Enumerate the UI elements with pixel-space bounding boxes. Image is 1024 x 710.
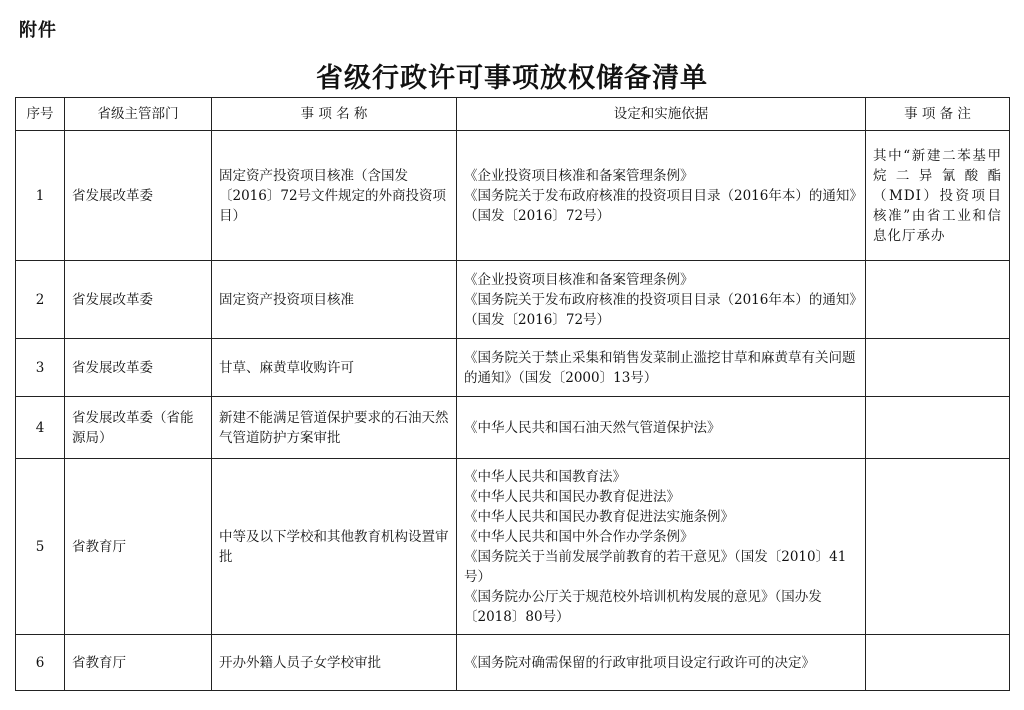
row-department: 省发展改革委	[65, 261, 212, 339]
row-item-name: 固定资产投资项目核准	[212, 261, 457, 339]
row-department: 省发展改革委	[65, 131, 212, 261]
header-basis: 设定和实施依据	[457, 98, 866, 131]
row-index: 6	[16, 635, 65, 691]
basis-line: 《国务院办公厅关于规范校外培训机构发展的意见》（国办发〔2018〕80号）	[464, 588, 822, 625]
basis-line: 《国务院关于发布政府核准的投资项目目录（2016年本）的通知》（国发〔2016〕72号）	[464, 187, 857, 224]
header-department: 省级主管部门	[65, 98, 212, 131]
row-item-name: 新建不能满足管道保护要求的石油天然气管道防护方案审批	[212, 397, 457, 459]
row-basis	[457, 131, 866, 261]
row-remarks	[866, 635, 1010, 691]
row-basis	[457, 459, 866, 635]
row-index: 1	[16, 131, 65, 261]
header-item-name: 事 项 名 称	[212, 98, 457, 131]
table-row	[16, 131, 1010, 261]
basis-line: 《中华人民共和国民办教育促进法》	[464, 488, 680, 505]
row-remarks	[866, 397, 1010, 459]
table-row	[16, 459, 1010, 635]
row-remarks	[866, 459, 1010, 635]
document-title: 省级行政许可事项放权储备清单	[316, 63, 708, 94]
table-header-row	[16, 98, 1010, 131]
row-index: 5	[16, 459, 65, 635]
row-basis	[457, 635, 866, 691]
permit-table	[15, 97, 1010, 691]
basis-line: 《国务院关于发布政府核准的投资项目目录（2016年本）的通知》（国发〔2016〕72号）	[464, 291, 857, 328]
table-row	[16, 397, 1010, 459]
basis-line: 《企业投资项目核准和备案管理条例》	[464, 271, 694, 288]
table-row	[16, 339, 1010, 397]
row-remarks: 其中“新建二苯基甲烷二异氰酸酯（MDI）投资项目核准”由省工业和信息化厅承办	[866, 131, 1010, 261]
basis-line: 《国务院对确需保留的行政审批项目设定行政许可的决定》	[464, 654, 815, 671]
basis-line: 《国务院关于禁止采集和销售发菜制止滥挖甘草和麻黄草有关问题的通知》（国发〔2000〕13号）	[464, 349, 856, 386]
basis-line: 《中华人民共和国教育法》	[464, 468, 626, 485]
row-department: 省教育厅	[65, 635, 212, 691]
row-basis	[457, 261, 866, 339]
basis-line: 《中华人民共和国民办教育促进法实施条例》	[464, 508, 734, 525]
header-remarks: 事 项 备 注	[866, 98, 1010, 131]
row-remarks	[866, 261, 1010, 339]
row-remarks	[866, 339, 1010, 397]
basis-line: 《企业投资项目核准和备案管理条例》	[464, 167, 694, 184]
row-basis	[457, 339, 866, 397]
row-index: 2	[16, 261, 65, 339]
row-item-name: 固定资产投资项目核准（含国发〔2016〕72号文件规定的外商投资项目）	[212, 131, 457, 261]
basis-line: 《国务院关于当前发展学前教育的若干意见》（国发〔2010〕41号）	[464, 548, 847, 585]
row-department: 省发展改革委	[65, 339, 212, 397]
header-index: 序号	[16, 98, 65, 131]
row-department: 省教育厅	[65, 459, 212, 635]
row-index: 4	[16, 397, 65, 459]
row-item-name: 甘草、麻黄草收购许可	[212, 339, 457, 397]
row-department: 省发展改革委（省能源局）	[65, 397, 212, 459]
row-index: 3	[16, 339, 65, 397]
row-item-name: 开办外籍人员子女学校审批	[212, 635, 457, 691]
table-row	[16, 635, 1010, 691]
row-basis	[457, 397, 866, 459]
row-item-name: 中等及以下学校和其他教育机构设置审批	[212, 459, 457, 635]
table-row	[16, 261, 1010, 339]
attachment-label: 附件	[19, 20, 57, 41]
basis-line: 《中华人民共和国石油天然气管道保护法》	[464, 419, 721, 436]
basis-line: 《中华人民共和国中外合作办学条例》	[464, 528, 694, 545]
